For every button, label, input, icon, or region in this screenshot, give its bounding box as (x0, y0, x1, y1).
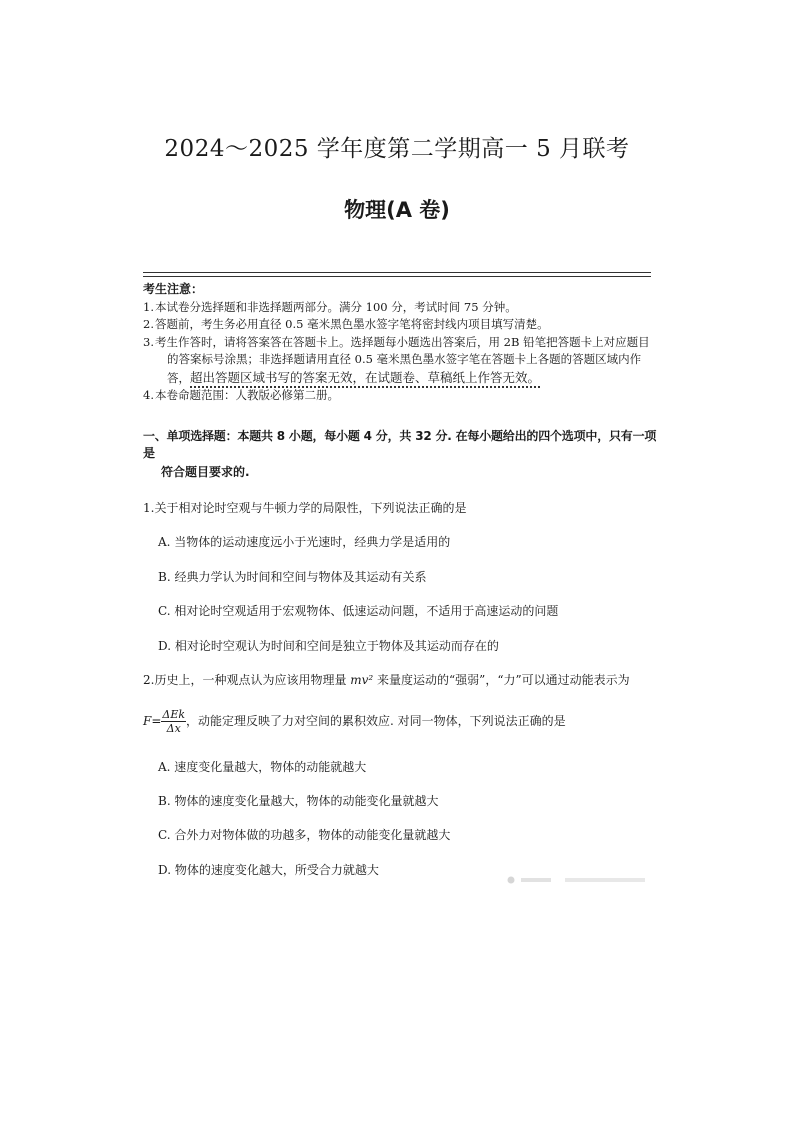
question-2-option-b: B. 物体的速度变化量越大，物体的动能变化量就越大 (158, 794, 439, 808)
question-1-option-b: B. 经典力学认为时间和空间与物体及其运动有关系 (158, 570, 427, 584)
divider-line (143, 272, 651, 273)
section-heading: 一、单项选择题：本题共 8 小题，每小题 4 分，共 32 分. 在每小题给出的四个选项中，只有一项是 (143, 429, 657, 460)
notice-item-text: 本试卷分选择题和非选择题两部分。满分 100 分，考试时间 75 分钟。 (155, 299, 517, 314)
watermark (505, 876, 655, 884)
question-2-formula-line (143, 708, 566, 735)
exam-subtitle: 物理(A 卷) (344, 198, 450, 222)
question-2-option-c: C. 合外力对物体做的功越多，物体的动能变化量就越大 (158, 828, 451, 842)
question-2-stem-text: ，动能定理反映了力对空间的累积效应. 对同一物体，下列说法正确的是 (186, 714, 566, 728)
notice-heading: 考生注意： (143, 282, 204, 296)
question-2-stem (143, 671, 630, 688)
question-1-option-a: A. 当物体的运动速度远小于光速时，经典力学是适用的 (158, 535, 451, 549)
question-2-option-a: A. 速度变化量越大，物体的动能就越大 (158, 760, 367, 774)
formula-numerator: ΔEk (162, 708, 186, 721)
notice-item-text: 本卷命题范围：人教版必修第二册。 (155, 388, 339, 402)
question-2-variable: mv² (350, 673, 374, 687)
formula-denominator: Δx (166, 722, 181, 735)
question-1-option-d: D. 相对论时空观认为时间和空间是独立于物体及其运动而存在的 (158, 639, 499, 653)
formula-fraction (161, 708, 186, 735)
notice-item: 1.本试卷分选择题和非选择题两部分。满分 100 分，考试时间 75 分钟。 (143, 299, 517, 314)
question-2-option-d: D. 物体的速度变化越大，所受合力就越大 (158, 863, 379, 877)
exam-notice (143, 281, 653, 405)
notice-item: 2.答题前，考生务必用直径 0.5 毫米黑色墨水签字笔将密封线内项目填写清楚。 (143, 317, 549, 331)
notice-item-text: 答题前，考生务必用直径 0.5 毫米黑色墨水签字笔将密封线内项目填写清楚。 (155, 317, 549, 331)
question-1-option-c: C. 相对论时空观适用于宏观物体、低速运动问题，不适用于高速运动的问题 (158, 604, 559, 618)
question-2-stem-text: 2.历史上，一种观点认为应该用物理量 (143, 673, 351, 687)
notice-item-text: 考生作答时，请将答案答在答题卡上。选择题每小题选出答案后，用 2B 铅笔把答题卡上对应题目的答案标号涂黑；非选择题请用直径 0.5 毫米黑色墨水签字笔在答题卡上各题的答题区域内作答， (155, 334, 650, 385)
formula-lhs: F= (143, 714, 162, 728)
notice-emphasis-text: 超出答题区域书写的答案无效，在试题卷、草稿纸上作答无效。 (190, 369, 541, 385)
notice-item: 3.考生作答时，请将答案答在答题卡上。选择题每小题选出答案后，用 2B 铅笔把答题卡上对应题目的答案标号涂黑；非选择题请用直径 0.5 毫米黑色墨水签字笔在答题卡上各题的答题区域内作答，超出答题区域书写的答案无效，在试题卷、草稿纸上作答无效。 (143, 334, 650, 385)
divider-line (143, 276, 651, 277)
question-2-stem-text: 来量度运动的“强弱”，“力”可以通过动能表示为 (373, 673, 630, 687)
question-1-stem: 1.关于相对论时空观与牛顿力学的局限性，下列说法正确的是 (143, 501, 467, 515)
section-heading-continued: 符合题目要求的. (161, 465, 250, 479)
notice-item: 4.本卷命题范围：人教版必修第二册。 (143, 388, 339, 402)
exam-title: 2024～2025 学年度第二学期高一 5 月联考 (164, 136, 630, 162)
